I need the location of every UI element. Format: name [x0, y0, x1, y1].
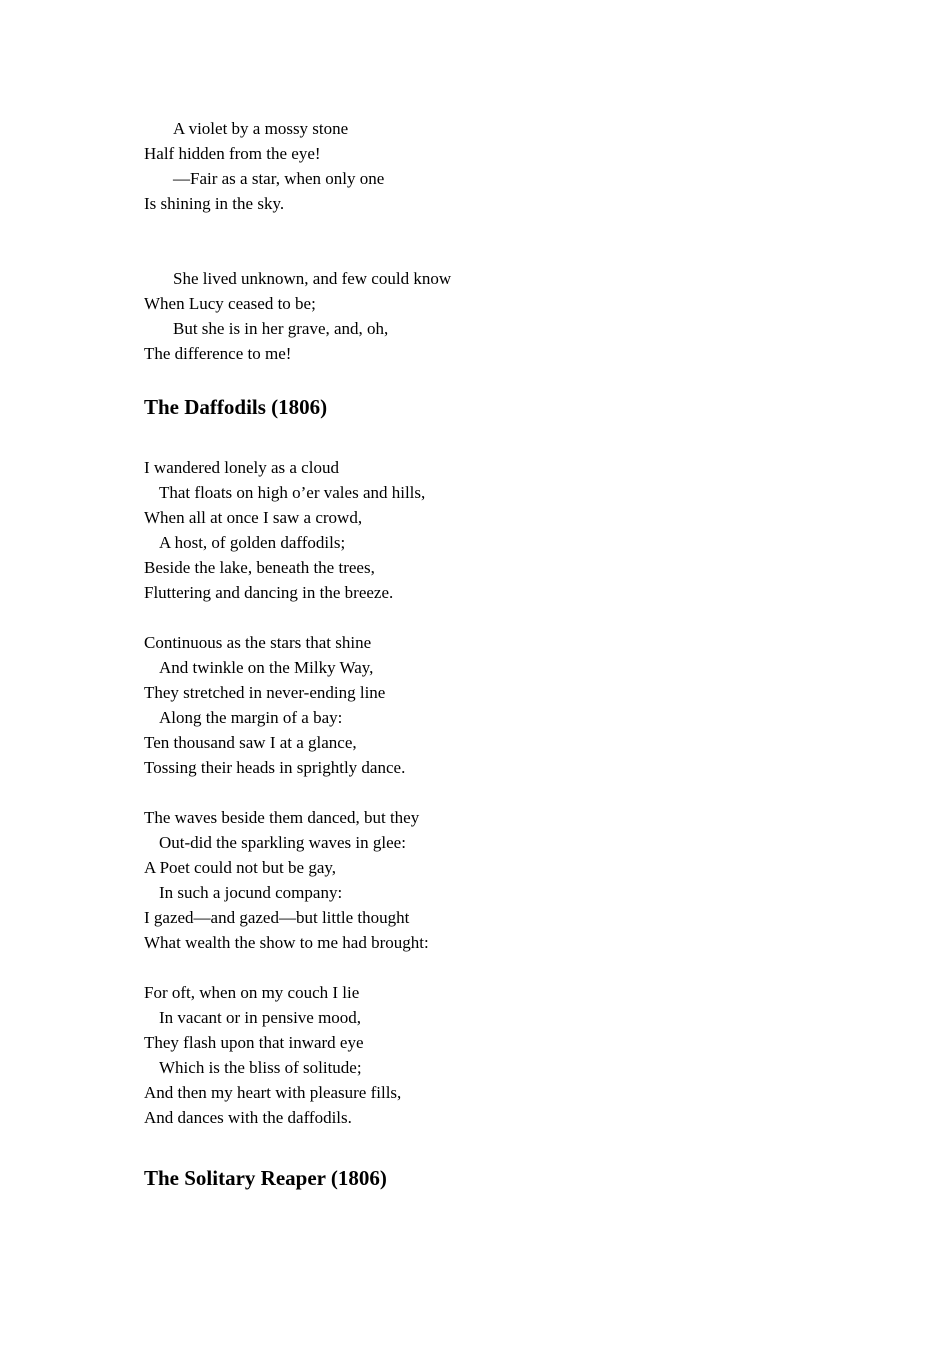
verse-line: When Lucy ceased to be;	[144, 294, 316, 313]
daffodils-stanza-2	[144, 630, 844, 780]
verse-line: Along the margin of a bay:	[159, 708, 343, 727]
verse-line: A violet by a mossy stone	[173, 119, 349, 138]
verse-line: Which is the bliss of solitude;	[159, 1058, 362, 1077]
verse-line: That floats on high o’er vales and hills,	[159, 483, 426, 502]
verse-line: A Poet could not but be gay,	[144, 858, 337, 877]
verse-line: Half hidden from the eye!	[144, 144, 321, 163]
verse-line: The difference to me!	[144, 344, 292, 363]
verse-line: They flash upon that inward eye	[144, 1033, 364, 1052]
verse-line: In such a jocund company:	[159, 883, 343, 902]
lucy-stanza-1	[144, 116, 844, 216]
verse-line: I gazed—and gazed—but little thought	[144, 908, 410, 927]
poem-title-solitary-reaper: The Solitary Reaper (1806)	[144, 1166, 387, 1190]
verse-line: Out-did the sparkling waves in glee:	[159, 833, 406, 852]
verse-line: For oft, when on my couch I lie	[144, 983, 360, 1002]
verse-line: She lived unknown, and few could know	[173, 269, 452, 288]
daffodils-stanza-1	[144, 455, 844, 605]
verse-line: Tossing their heads in sprightly dance.	[144, 758, 406, 777]
verse-line: And dances with the daffodils.	[144, 1108, 352, 1127]
verse-line: Ten thousand saw I at a glance,	[144, 733, 357, 752]
verse-line: And then my heart with pleasure fills,	[144, 1083, 402, 1102]
poem-title-daffodils: The Daffodils (1806)	[144, 395, 328, 419]
verse-line: The waves beside them danced, but they	[144, 808, 420, 827]
verse-line: —Fair as a star, when only one	[173, 169, 385, 188]
verse-line: A host, of golden daffodils;	[159, 533, 346, 552]
verse-line: And twinkle on the Milky Way,	[159, 658, 374, 677]
verse-line: Beside the lake, beneath the trees,	[144, 558, 375, 577]
verse-line: They stretched in never-ending line	[144, 683, 386, 702]
verse-line: Is shining in the sky.	[144, 194, 285, 213]
verse-line: Continuous as the stars that shine	[144, 633, 372, 652]
verse-line: I wandered lonely as a cloud	[144, 458, 339, 477]
verse-line: When all at once I saw a crowd,	[144, 508, 363, 527]
daffodils-stanza-3	[144, 805, 844, 955]
lucy-stanza-2	[144, 266, 844, 366]
verse-line: In vacant or in pensive mood,	[159, 1008, 362, 1027]
verse-line: But she is in her grave, and, oh,	[173, 319, 389, 338]
document-page	[144, 116, 844, 1192]
verse-line: Fluttering and dancing in the breeze.	[144, 583, 394, 602]
verse-line: What wealth the show to me had brought:	[144, 933, 429, 952]
daffodils-stanza-4	[144, 980, 844, 1130]
